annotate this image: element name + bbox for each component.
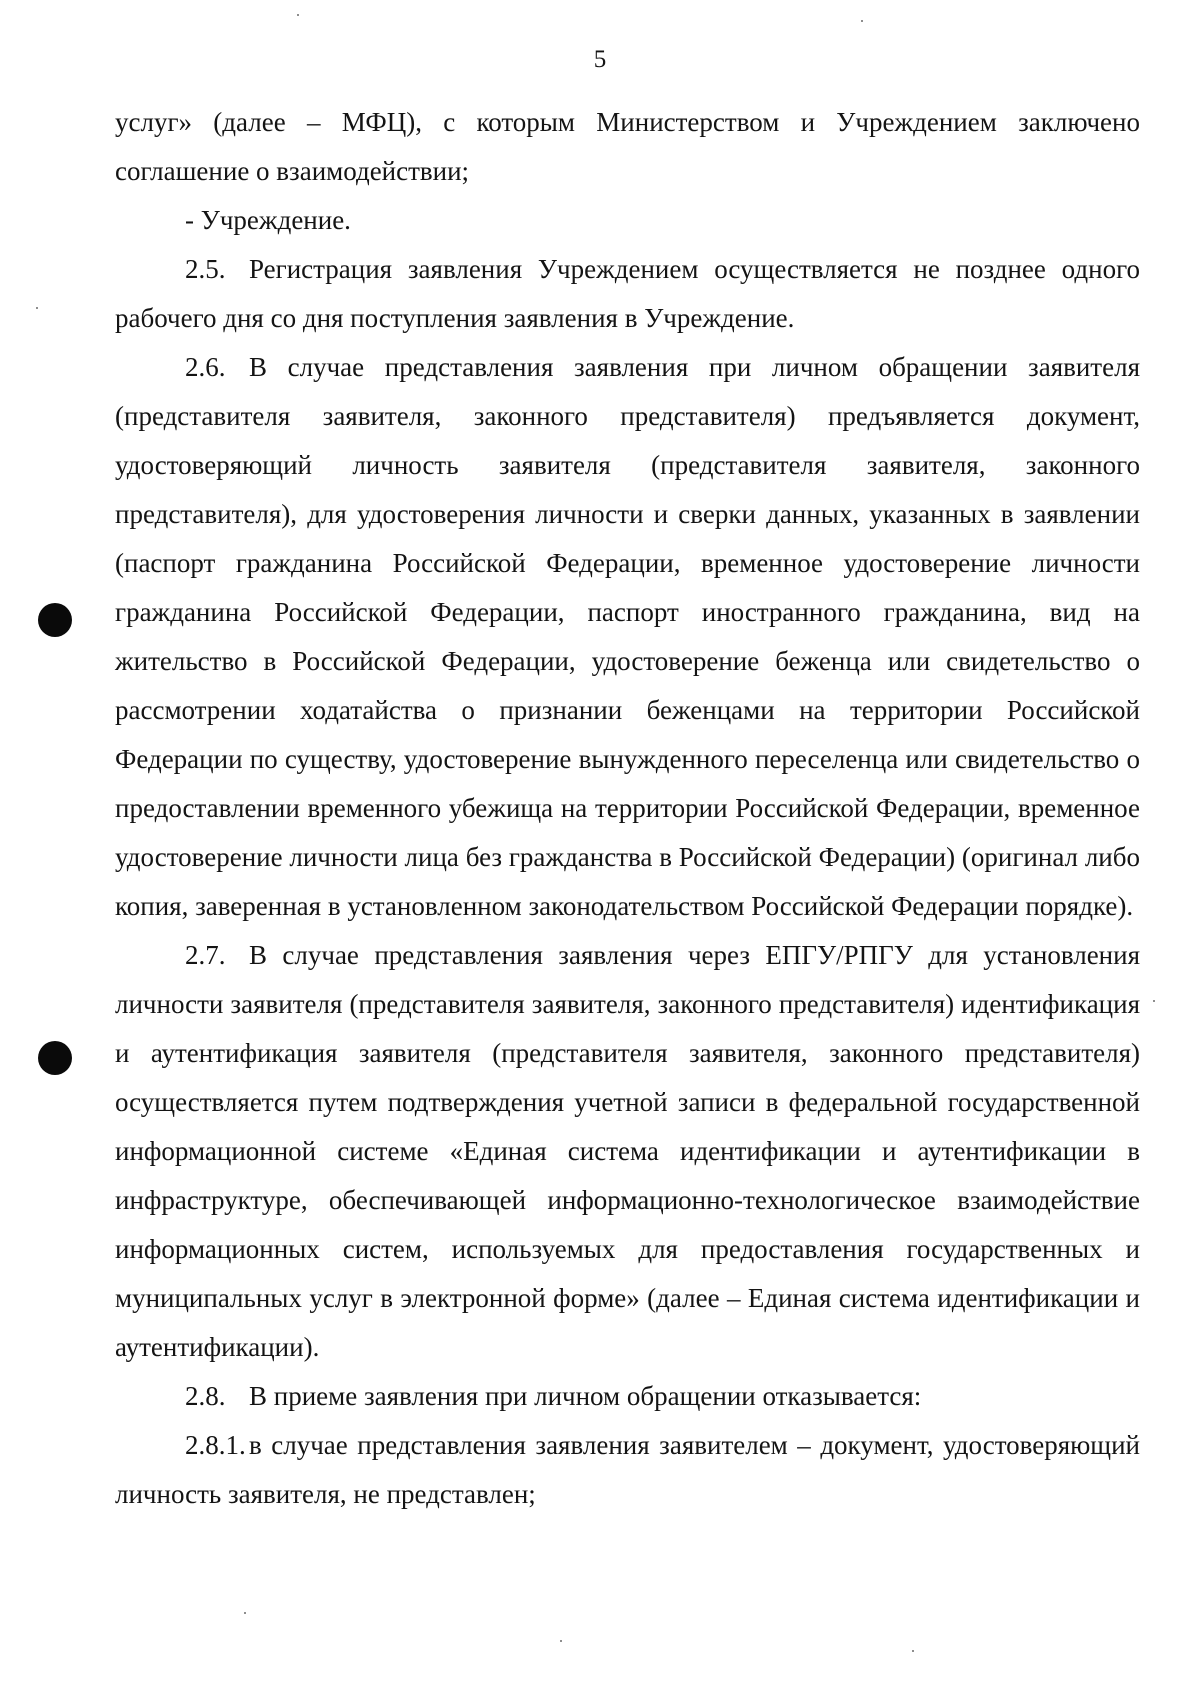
paragraph-number: 2.5. <box>185 254 226 284</box>
scan-speck <box>560 1640 562 1642</box>
scan-speck <box>297 14 299 16</box>
paragraph-continuation <box>115 98 1140 196</box>
paragraph-number: 2.8.1. <box>185 1430 246 1460</box>
paragraph-2-8 <box>115 1372 1140 1421</box>
paragraph-2-7 <box>115 931 1140 1372</box>
punch-hole <box>38 603 72 637</box>
scan-speck <box>1153 1000 1155 1002</box>
scan-speck <box>244 1612 246 1614</box>
scan-speck <box>861 20 863 22</box>
paragraph-2-8-1 <box>115 1421 1140 1519</box>
paragraph-text: Регистрация заявления Учреждением осуществляется не позднее одного рабочего дня со дня поступления заявления в Учреждение. <box>115 254 1140 333</box>
document-body <box>115 98 1140 1519</box>
paragraph-text: В приеме заявления при личном обращении отказывается: <box>249 1381 922 1411</box>
page-number: 5 <box>593 46 607 73</box>
paragraph-list-item <box>115 196 1140 245</box>
paragraph-number: 2.8. <box>185 1381 226 1411</box>
paragraph-number: 2.6. <box>185 352 226 382</box>
paragraph-text: в случае представления заявления заявителем – документ, удостоверяющий личность заявителя, не представлен; <box>115 1430 1140 1509</box>
scan-speck <box>912 1650 914 1652</box>
paragraph-text: В случае представления заявления при личном обращении заявителя (представителя заявителя, законного представителя) предъявляется документ, удостоверяющий личность заявителя (представителя заявителя, законного представителя), для удостоверения личности и сверки данных, указанных в заявлении (паспорт гражданина Российской Федерации, временное удостоверение личности гражданина Российской Федерации, паспорт иностранного гражданина, вид на жительство в Российской Федерации, удостоверение беженца или свидетельство о рассмотрении ходатайства о признании беженцами на территории Российской Федерации по существу, удостоверение вынужденного переселенца или свидетельство о предоставлении временного убежища на территории Российской Федерации, временное удостоверение личности лица без гражданства в Российской Федерации) (оригинал либо копия, заверенная в установленном законодательством Российской Федерации порядке). <box>115 352 1140 921</box>
paragraph-2-5 <box>115 245 1140 343</box>
paragraph-text: - Учреждение. <box>185 205 351 235</box>
punch-hole <box>38 1041 72 1075</box>
scan-speck <box>36 307 38 309</box>
paragraph-2-6 <box>115 343 1140 931</box>
paragraph-number: 2.7. <box>185 940 226 970</box>
paragraph-text: услуг» (далее – МФЦ), с которым Министерством и Учреждением заключено соглашение о взаимодействии; <box>115 107 1140 186</box>
paragraph-text: В случае представления заявления через ЕПГУ/РПГУ для установления личности заявителя (представителя заявителя, законного представителя) идентификация и аутентификация заявителя (представителя заявителя, законного представителя) осуществляется путем подтверждения учетной записи в федеральной государственной информационной системе «Единая система идентификации и аутентификации в инфраструктуре, обеспечивающей информационно-технологическое взаимодействие информационных систем, используемых для предоставления государственных и муниципальных услуг в электронной форме» (далее – Единая система идентификации и аутентификации). <box>115 940 1140 1362</box>
